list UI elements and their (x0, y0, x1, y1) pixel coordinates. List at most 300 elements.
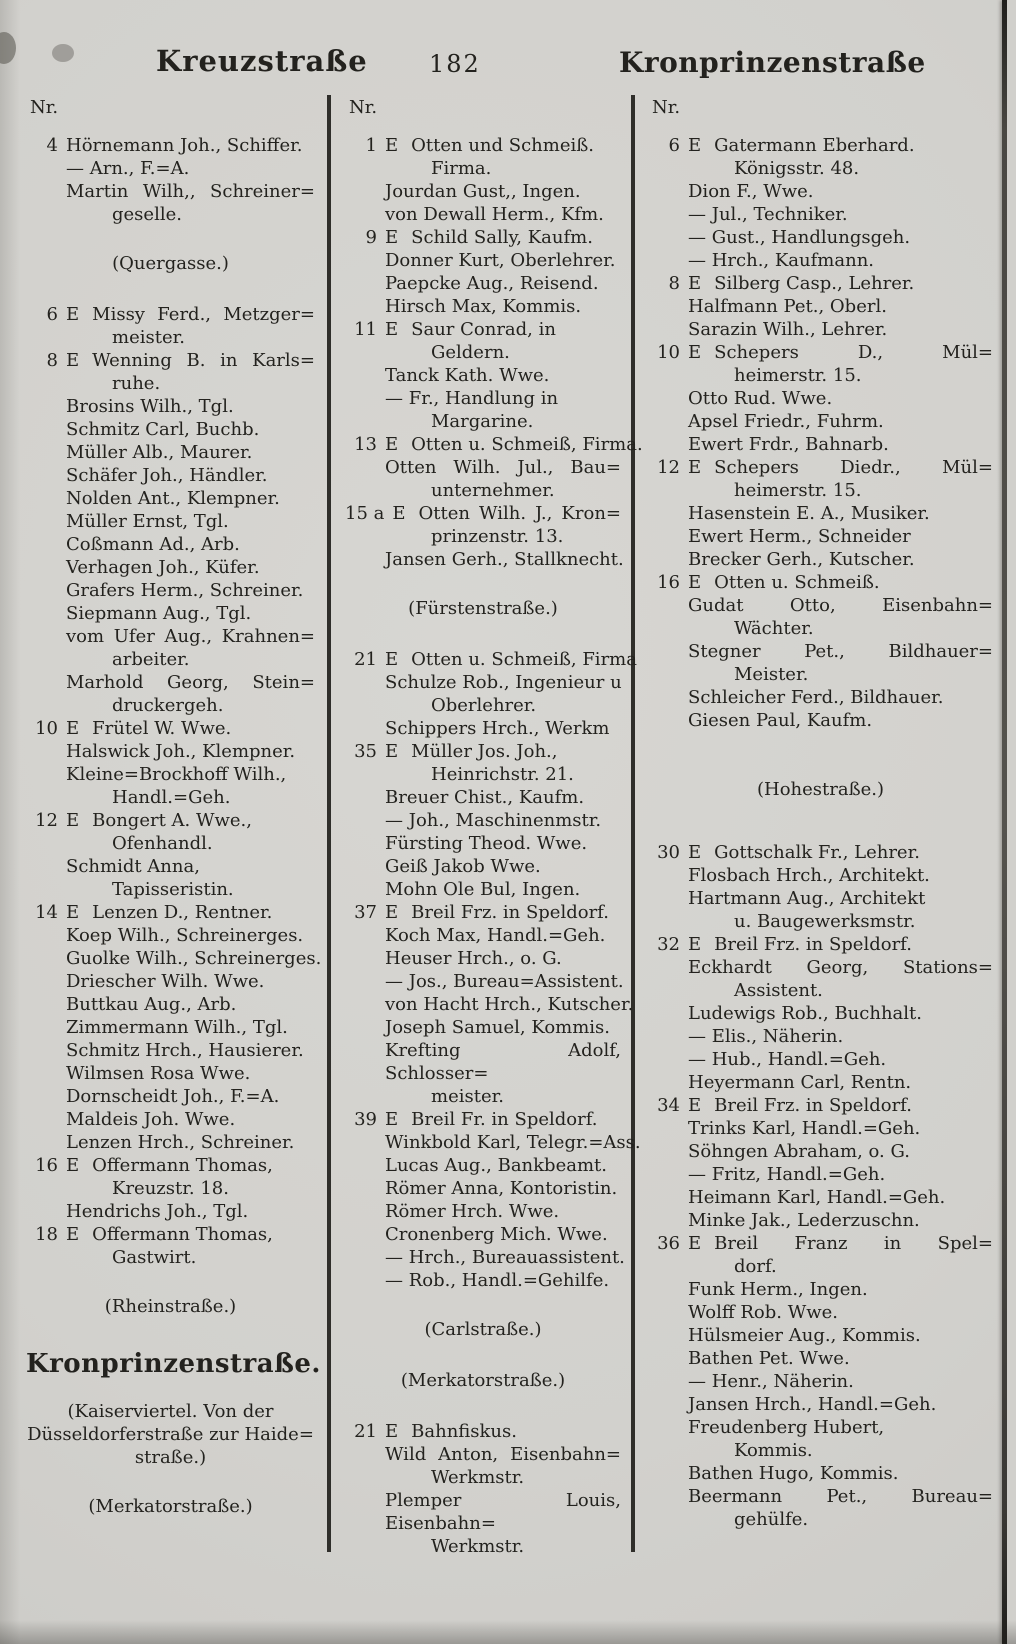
house-number (648, 1416, 688, 1439)
house-number (648, 1324, 688, 1347)
house-number: 14 (35, 902, 58, 923)
house-number (648, 410, 688, 433)
nr-column-label: Nr. (30, 97, 59, 118)
house-number (26, 694, 66, 717)
owner-flag: E (688, 934, 702, 955)
house-number: 21 (354, 1421, 377, 1442)
house-number (345, 993, 385, 1016)
resident-line (26, 1085, 315, 1108)
resident-line (26, 763, 315, 786)
house-number (345, 694, 385, 717)
entry-text: Bathen Pet. Wwe. (688, 1348, 850, 1369)
resident-line (648, 1462, 993, 1485)
resident-line (345, 1016, 621, 1039)
continuation-line (26, 1177, 315, 1200)
resident-line (648, 640, 993, 663)
cross-street-note: (Fürstenstraße.) (408, 598, 558, 619)
entry-line (26, 809, 315, 832)
house-number (648, 1117, 688, 1140)
house-number (648, 364, 688, 387)
entry-text: druckergeh. (112, 695, 224, 716)
house-number (648, 1462, 688, 1485)
entry-text: E Bongert A. Wwe., (66, 810, 252, 831)
resident-line (345, 1039, 621, 1085)
house-number (26, 510, 66, 533)
house-number (26, 157, 66, 180)
resident-line (345, 272, 621, 295)
continuation-line (648, 1508, 993, 1531)
cross-street-note: (Carlstraße.) (424, 1319, 542, 1340)
entry-text: Halswick Joh., Klempner. (66, 741, 296, 762)
resident-line (648, 502, 993, 525)
entry-text: E Breil Frz. in Speldorf. (385, 902, 609, 923)
house-number (648, 525, 688, 548)
entry-text: Gudat Otto, Eisenbahn= (688, 595, 993, 616)
house-number (648, 594, 688, 617)
resident-line (345, 1177, 621, 1200)
resident-line (648, 548, 993, 571)
owner-flag: E (66, 902, 80, 923)
resident-line (648, 1301, 993, 1324)
entry-text: Kreuzstr. 18. (112, 1178, 229, 1199)
house-number (648, 663, 688, 686)
entry-text: Schippers Hrch., Werkm (385, 718, 610, 739)
entry-text: Mohn Ole Bul, Ingen. (385, 879, 581, 900)
continuation-line (345, 763, 621, 786)
resident-line (345, 1246, 625, 1269)
resident-line (26, 1039, 315, 1062)
house-number: 1 (365, 135, 377, 156)
entry-text: Fürsting Theod. Wwe. (385, 833, 588, 854)
entry-text: Hartmann Aug., Architekt (688, 888, 926, 909)
house-number (648, 1301, 688, 1324)
house-number (648, 1071, 688, 1094)
resident-line (648, 1117, 993, 1140)
entry-text: Gastwirt. (112, 1247, 197, 1268)
house-number (345, 364, 385, 387)
entry-text: Jansen Gerh., Stallknecht. (385, 549, 624, 570)
entry-text: Grafers Herm., Schreiner. (66, 580, 304, 601)
entry-text: — Jul., Techniker. (688, 204, 848, 225)
continuation-line (648, 617, 993, 640)
resident-line (648, 1186, 993, 1209)
house-number: 12 (35, 810, 58, 831)
entry-text: Jourdan Gust,, Ingen. (385, 181, 581, 202)
house-number (648, 479, 688, 502)
house-number (345, 786, 385, 809)
cross-street-note: (Hohestraße.) (756, 779, 885, 800)
house-number (345, 1246, 385, 1269)
entry-text: Minke Jak., Lederzuschn. (688, 1210, 920, 1231)
continuation-line (26, 832, 315, 855)
resident-line (26, 625, 315, 648)
house-number (26, 203, 66, 226)
entry-text: Geldern. (431, 342, 510, 363)
entry-text: E Frütel W. Wwe. (66, 718, 232, 739)
house-number (648, 1278, 688, 1301)
entry-line (648, 341, 993, 364)
continuation-line (648, 663, 993, 686)
entry-text: Hülsmeier Aug., Kommis. (688, 1325, 921, 1346)
house-number (648, 1485, 688, 1508)
house-number (648, 1002, 688, 1025)
house-number: 6 (46, 304, 58, 325)
entry-text: Wächter. (734, 618, 814, 639)
entry-text: — Fr., Handlung in (385, 388, 559, 409)
entry-text: Schmitz Carl, Buchb. (66, 419, 260, 440)
resident-line (345, 1131, 641, 1154)
resident-line (26, 1131, 315, 1154)
house-number (648, 686, 688, 709)
entry-text: Heyermann Carl, Rentn. (688, 1072, 912, 1093)
resident-line (648, 1025, 993, 1048)
continuation-line (345, 1085, 621, 1108)
entry-text: — Hrch., Kaufmann. (688, 250, 875, 271)
entry-text: — Joh., Maschinenmstr. (385, 810, 602, 831)
house-number (345, 1535, 385, 1558)
entry-text: Ludewigs Rob., Buchhalt. (688, 1003, 922, 1024)
house-number (26, 464, 66, 487)
entry-line (345, 1420, 621, 1443)
house-number (26, 970, 66, 993)
entry-text: E Schepers D., Mül= (688, 342, 993, 363)
entry-line (345, 1108, 621, 1131)
entry-text: Müller Ernst, Tgl. (66, 511, 229, 532)
entry-text: Freudenberg Hubert, (688, 1417, 885, 1438)
house-number (26, 395, 66, 418)
owner-flag: E (688, 135, 702, 156)
house-number (26, 740, 66, 763)
entry-text: — Arn., F.=A. (66, 158, 190, 179)
house-number (26, 1200, 66, 1223)
house-number (26, 1016, 66, 1039)
entry-text: E Offermann Thomas, (66, 1155, 273, 1176)
entry-text: unternehmer. (431, 480, 555, 501)
house-number (648, 910, 688, 933)
resident-line (26, 1016, 315, 1039)
entry-text: Siepmann Aug., Tgl. (66, 603, 252, 624)
resident-line (648, 686, 993, 709)
entry-text: — Gust., Handlungsgeh. (688, 227, 911, 248)
owner-flag: E (385, 902, 399, 923)
house-number (648, 548, 688, 571)
resident-line (648, 1140, 993, 1163)
house-number (648, 1255, 688, 1278)
entry-text: E Gatermann Eberhard. (688, 135, 915, 156)
resident-line (26, 533, 315, 556)
resident-line (345, 1154, 621, 1177)
house-number (26, 855, 66, 878)
cross-street-note: (Quergasse.) (112, 253, 229, 274)
house-number: 8 (668, 273, 680, 294)
entry-text: Dion F., Wwe. (688, 181, 814, 202)
nr-column-label: Nr. (349, 97, 378, 118)
house-number: 30 (657, 842, 680, 863)
house-number (648, 1347, 688, 1370)
house-number (345, 548, 385, 571)
resident-line (345, 1223, 621, 1246)
house-number: 39 (354, 1109, 377, 1130)
house-number (648, 502, 688, 525)
house-number (345, 855, 385, 878)
house-number: 15 a (345, 503, 385, 524)
entry-text: Krefting Adolf, Schlosser= (385, 1040, 621, 1084)
house-number (648, 1025, 688, 1048)
entry-text: Söhngen Abraham, o. G. (688, 1141, 910, 1162)
entry-text: E Wenning B. in Karls= (66, 350, 315, 371)
resident-line (26, 579, 315, 602)
entry-text: Lucas Aug., Bankbeamt. (385, 1155, 607, 1176)
running-head-right-street: Kronprinzenstraße (619, 46, 926, 79)
resident-line (648, 956, 993, 979)
entry-text: prinzenstr. 13. (431, 526, 564, 547)
resident-line (345, 1443, 621, 1466)
house-number (345, 878, 385, 901)
resident-line (345, 878, 621, 901)
entry-text: Buttkau Aug., Arb. (66, 994, 237, 1015)
house-number (648, 180, 688, 203)
entry-line (345, 318, 621, 341)
house-number: 18 (35, 1224, 58, 1245)
entry-line (648, 1232, 993, 1255)
entry-text: E Breil Fr. in Speldorf. (385, 1109, 598, 1130)
resident-line (26, 395, 315, 418)
continuation-line (345, 1466, 621, 1489)
entry-text: — Rob., Handl.=Gehilfe. (385, 1270, 610, 1291)
house-number (648, 979, 688, 1002)
entry-text: — Jos., Bureau=Assistent. (385, 971, 624, 992)
house-number (345, 1443, 385, 1466)
entry-text: Ewert Herm., Schneider (688, 526, 911, 547)
entry-text: Driescher Wilh. Wwe. (66, 971, 265, 992)
house-number (345, 1200, 385, 1223)
entry-text: Nolden Ant., Klempner. (66, 488, 280, 509)
resident-line (648, 1416, 993, 1439)
house-number (345, 1466, 385, 1489)
house-number: 9 (365, 227, 377, 248)
entry-text: E Offermann Thomas, (66, 1224, 273, 1245)
entry-text: E Breil Franz in Spel= (688, 1233, 993, 1254)
entry-text: geselle. (112, 204, 182, 225)
house-number (26, 924, 66, 947)
column-kronprinzenstrasse-cont (648, 96, 993, 1531)
entry-text: heimerstr. 15. (734, 480, 862, 501)
resident-line (26, 970, 315, 993)
column-kronprinzenstrasse-start (345, 96, 643, 1558)
resident-line (345, 364, 621, 387)
entry-text: Plemper Louis, Eisenbahn= (385, 1490, 621, 1534)
house-number: 34 (657, 1095, 680, 1116)
house-number (345, 1131, 385, 1154)
resident-line (345, 180, 621, 203)
resident-line (648, 433, 993, 456)
resident-line (648, 1393, 993, 1416)
continuation-line (26, 203, 315, 226)
resident-line (345, 786, 621, 809)
house-number (648, 1508, 688, 1531)
entry-text: Handl.=Geh. (112, 787, 231, 808)
house-number (26, 180, 66, 203)
entry-text: E Silberg Casp., Lehrer. (688, 273, 915, 294)
house-number (345, 1269, 385, 1292)
page-number: 182 (429, 50, 481, 78)
entry-text: Cronenberg Mich. Wwe. (385, 1224, 608, 1245)
resident-line (648, 1485, 993, 1508)
entry-line (345, 502, 621, 525)
continuation-line (26, 1246, 315, 1269)
entry-text: E Breil Frz. in Speldorf. (688, 934, 912, 955)
owner-flag: E (688, 842, 702, 863)
resident-line (648, 864, 993, 887)
entry-text: E Saur Conrad, in (385, 319, 556, 340)
continuation-line (26, 648, 315, 671)
house-number (345, 763, 385, 786)
continuation-line (648, 157, 993, 180)
resident-line (648, 387, 993, 410)
entry-text: Apsel Friedr., Fuhrm. (688, 411, 884, 432)
entry-text: E Otten u. Schmeiß, Firma. (385, 434, 643, 455)
house-number: 4 (46, 135, 58, 156)
entry-text: Schleicher Ferd., Bildhauer. (688, 687, 944, 708)
entry-text: Werkmstr. (431, 1536, 525, 1557)
entry-text: dorf. (734, 1256, 777, 1277)
resident-line (648, 1002, 993, 1025)
house-number: 16 (35, 1155, 58, 1176)
resident-line (26, 157, 315, 180)
entry-text: Königsstr. 48. (734, 158, 860, 179)
entry-text: Coßmann Ad., Arb. (66, 534, 240, 555)
entry-line (345, 648, 637, 671)
resident-line (345, 970, 624, 993)
continuation-line (26, 372, 315, 395)
entry-line (648, 272, 993, 295)
house-number (26, 671, 66, 694)
entry-text: Wolff Rob. Wwe. (688, 1302, 839, 1323)
house-number (26, 947, 66, 970)
house-number (345, 1154, 385, 1177)
continuation-line (345, 1535, 621, 1558)
house-number (26, 602, 66, 625)
resident-line (648, 249, 993, 272)
owner-flag: E (385, 741, 399, 762)
house-number (345, 272, 385, 295)
entry-text: Otto Rud. Wwe. (688, 388, 833, 409)
entry-text: Martin Wilh,, Schreiner= (66, 181, 315, 202)
house-number (345, 1039, 385, 1085)
resident-line (345, 809, 621, 832)
entry-text: E Lenzen D., Rentner. (66, 902, 273, 923)
house-number (345, 180, 385, 203)
owner-flag: E (385, 319, 399, 340)
continuation-line (648, 1255, 993, 1278)
entry-text: Schmidt Anna, (66, 856, 200, 877)
house-number (345, 1016, 385, 1039)
resident-line (26, 418, 315, 441)
resident-line (26, 556, 315, 579)
continuation-line (345, 341, 621, 364)
continuation-line (345, 525, 621, 548)
resident-line (648, 1347, 993, 1370)
entry-text: Assistent. (734, 980, 823, 1001)
entry-text: Römer Hrch. Wwe. (385, 1201, 560, 1222)
entry-text: Dornscheidt Joh., F.=A. (66, 1086, 280, 1107)
entry-text: Werkmstr. (431, 1467, 525, 1488)
column-kreuzstrasse (26, 96, 322, 1546)
house-number: 11 (354, 319, 377, 340)
house-number: 12 (657, 457, 680, 478)
house-number (648, 387, 688, 410)
resident-line (26, 947, 322, 970)
entry-text: E Bahnfiskus. (385, 1421, 517, 1442)
house-number (26, 993, 66, 1016)
house-number (648, 1370, 688, 1393)
continuation-line (648, 910, 993, 933)
entry-text: Geiß Jakob Wwe. (385, 856, 541, 877)
entry-text: — Henr., Näherin. (688, 1371, 854, 1392)
house-number (648, 617, 688, 640)
resident-line (26, 671, 315, 694)
continuation-line (26, 694, 315, 717)
entry-text: Heimann Karl, Handl.=Geh. (688, 1187, 946, 1208)
entry-line (345, 901, 621, 924)
entry-text: Firma. (431, 158, 492, 179)
entry-text: — Hub., Handl.=Geh. (688, 1049, 887, 1070)
entry-text: Wilmsen Rosa Wwe. (66, 1063, 251, 1084)
owner-flag: E (392, 503, 406, 524)
owner-flag: E (385, 135, 399, 156)
house-number (345, 809, 385, 832)
continuation-line (26, 786, 315, 809)
house-number (648, 1140, 688, 1163)
house-number (648, 1186, 688, 1209)
entry-line (345, 134, 621, 157)
owner-flag: E (66, 1224, 80, 1245)
house-number (26, 1246, 66, 1269)
house-number (345, 1489, 385, 1535)
house-number (648, 887, 688, 910)
resident-line (26, 1200, 315, 1223)
house-number (648, 1048, 688, 1071)
entry-line (26, 134, 315, 157)
owner-flag: E (688, 1095, 702, 1116)
adjacent-page-edge (1007, 0, 1016, 1644)
entry-text: Zimmermann Wilh., Tgl. (66, 1017, 288, 1038)
house-number (345, 1177, 385, 1200)
house-number (648, 433, 688, 456)
entry-text: arbeiter. (112, 649, 190, 670)
resident-line (345, 855, 621, 878)
house-number (26, 1039, 66, 1062)
house-number (345, 970, 385, 993)
resident-line (345, 1200, 621, 1223)
house-number (26, 786, 66, 809)
house-number (26, 533, 66, 556)
entry-list (648, 134, 993, 1531)
house-number: 6 (668, 135, 680, 156)
house-number (345, 341, 385, 364)
entry-line (345, 226, 621, 249)
entry-text: Stegner Pet., Bildhauer= (688, 641, 993, 662)
house-number (648, 640, 688, 663)
house-number: 36 (657, 1233, 680, 1254)
resident-line (345, 924, 621, 947)
house-number (648, 295, 688, 318)
entry-text: Heinrichstr. 21. (431, 764, 574, 785)
resident-line (648, 226, 993, 249)
entry-text: E Otten u. Schmeiß. (688, 572, 880, 593)
entry-text: Kommis. (734, 1440, 813, 1461)
house-number (648, 157, 688, 180)
